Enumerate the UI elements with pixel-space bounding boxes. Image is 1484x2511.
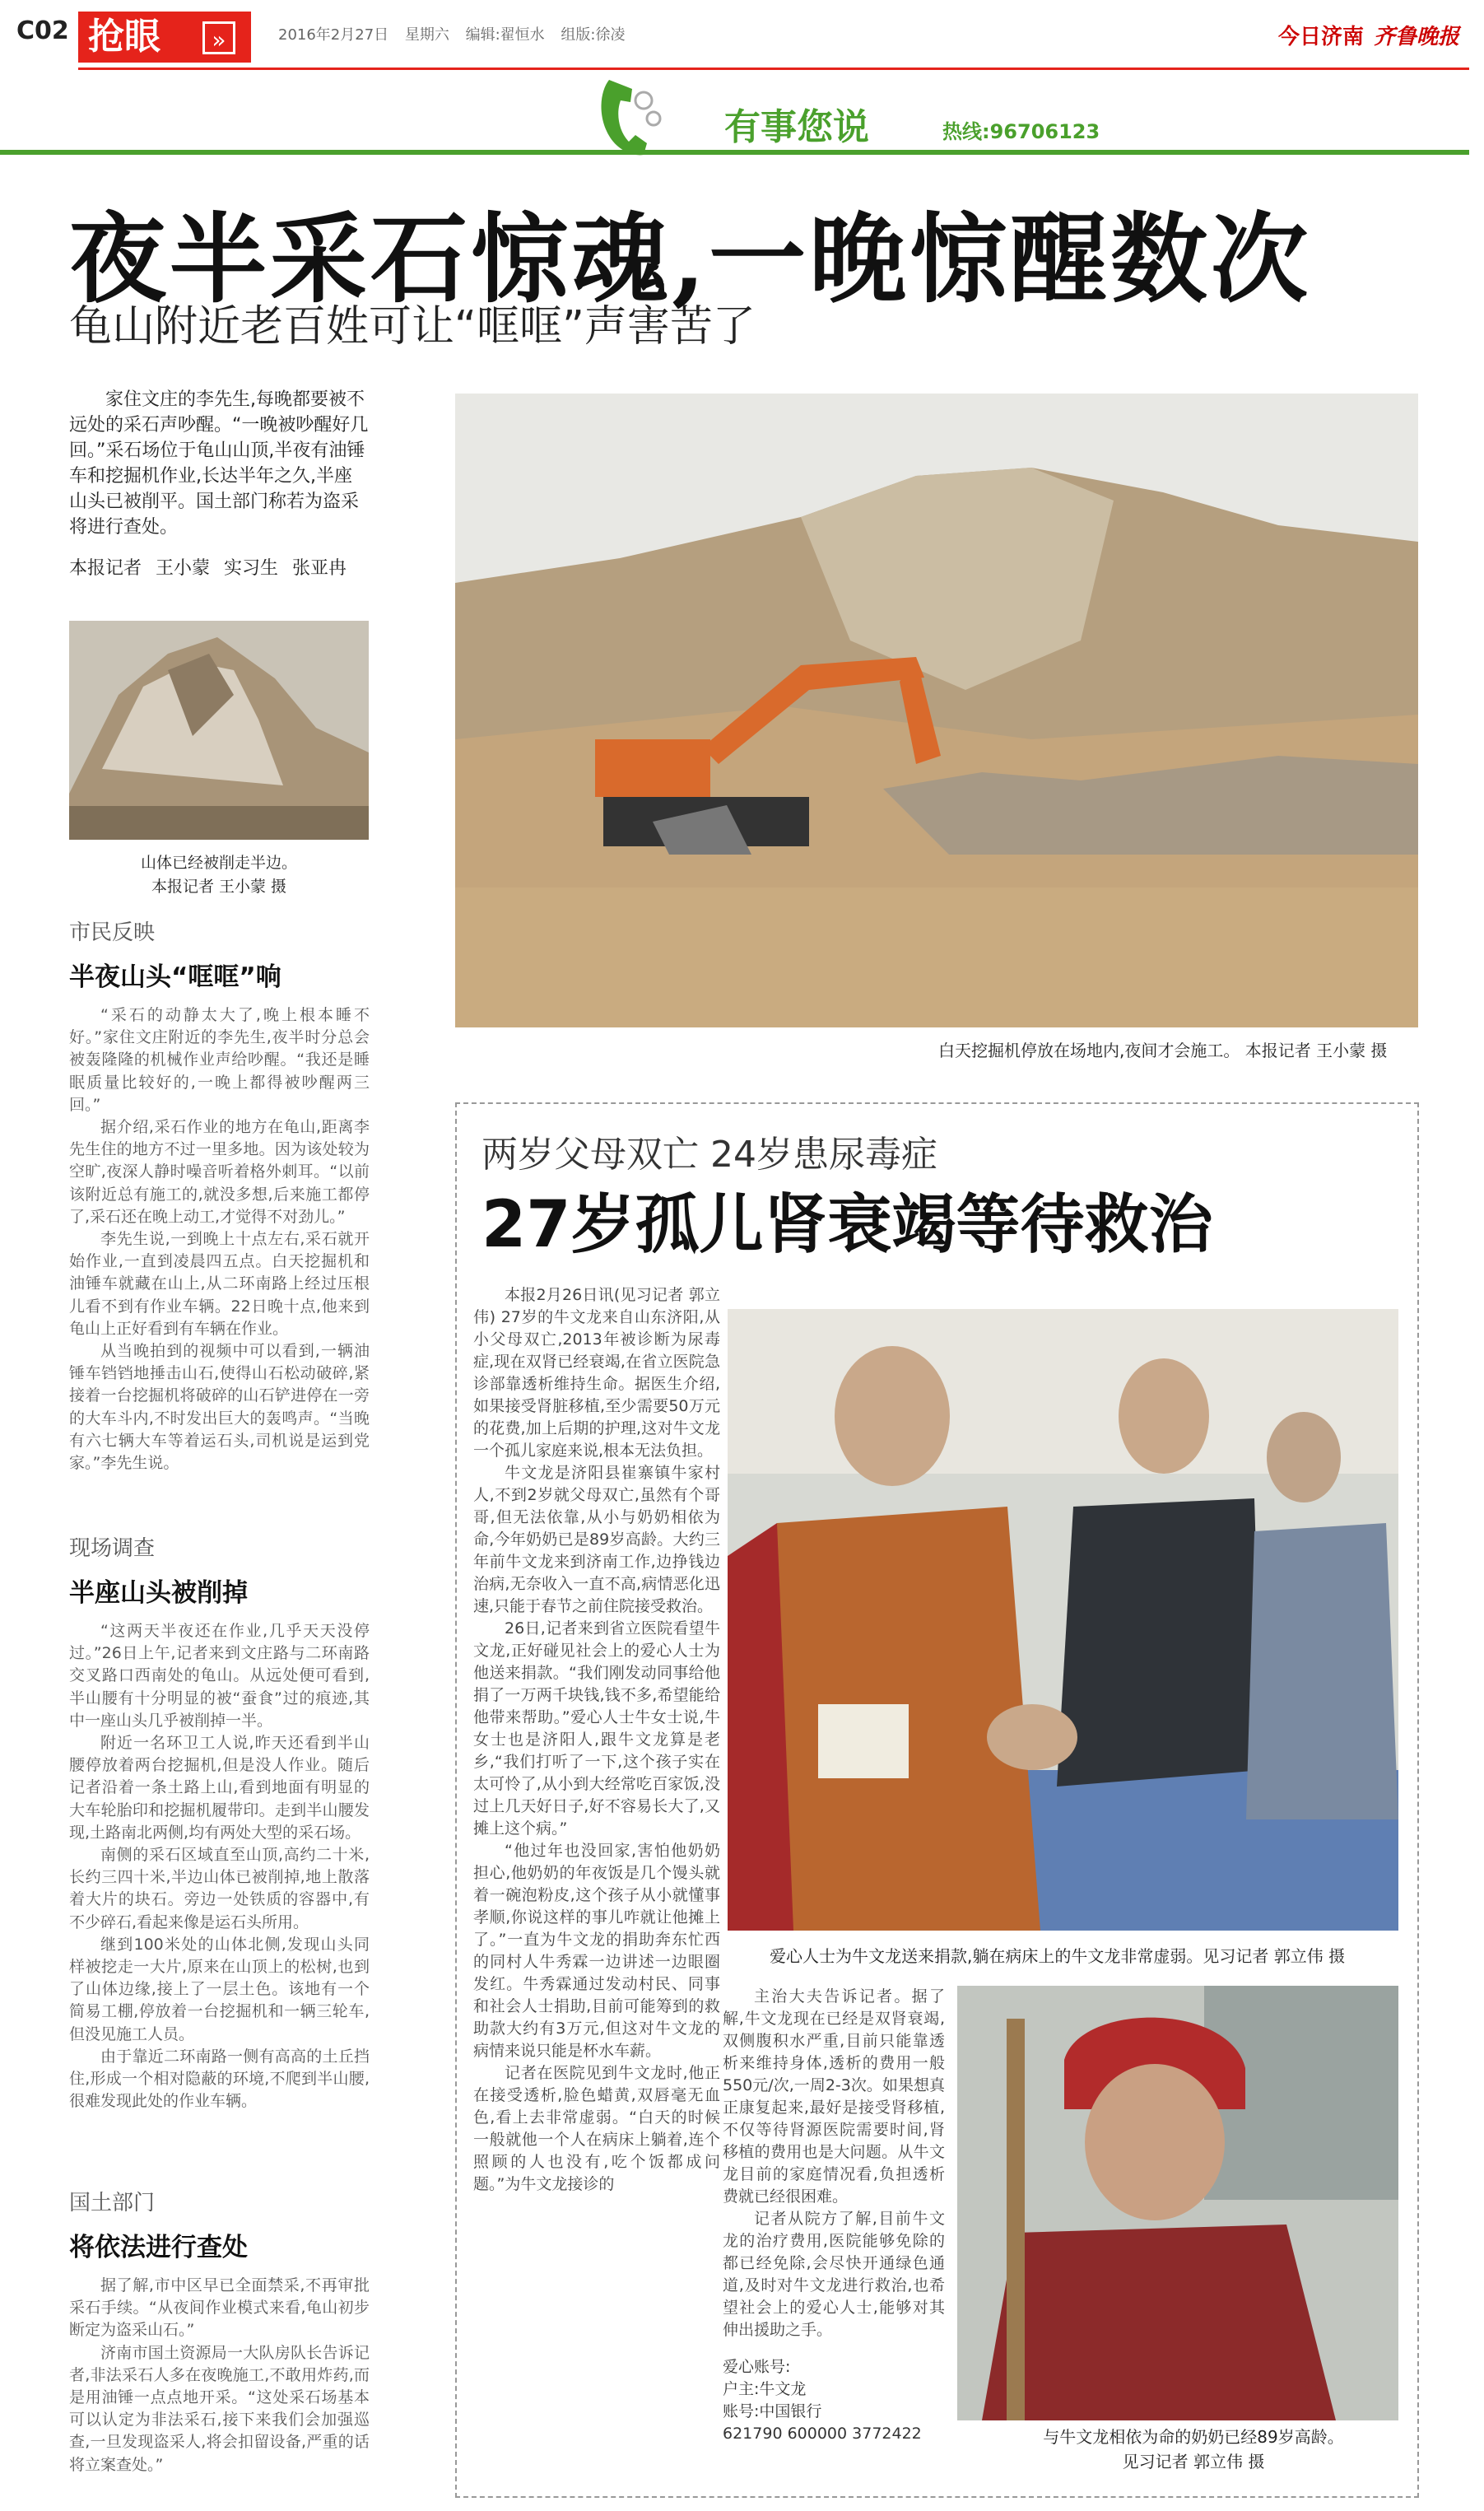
body-paragraph: 主治大夫告诉记者。据了解,牛文龙现在已经是双肾衰竭,双侧腹积水严重,目前只能靠透析来维持身体,透析的费用一般550元/次,一周2-3次。如果想真正康复起来,最好是接受肾移植,不仅等待肾源医院需要时间,肾移植的费用也是大问题。从牛文龙目前的家庭情况看,负担透析费就已经很困难。 bbox=[723, 1987, 945, 2206]
body-paragraph: 济南市国土资源局一大队房队长告诉记者,非法采石人多在夜晚施工,不敢用炸药,而是用油锤一点点地开采。“这处采石场基本可以认定为非法采石,接下来我们会加强巡查,一旦发现盗采人,将会扣留设备,严重的话将立案查处。” bbox=[69, 2343, 370, 2474]
account-label: 爱心账号: bbox=[723, 2358, 791, 2376]
account-holder: 户主:牛文龙 bbox=[723, 2380, 807, 2398]
section-title: 半座山头被削掉 bbox=[69, 1578, 248, 1608]
second-headline: 27岁孤儿肾衰竭等待救治 bbox=[481, 1188, 1213, 1262]
second-article-column1 bbox=[473, 1284, 720, 2196]
body-paragraph: 李先生说,一到晚上十点左右,采石就开始作业,一直到凌晨四五点。白天挖掘机和油锤车就藏在山上,从二环南路上经过压根儿看不到有作业车辆。22日晚十点,他来到龟山上正好看到有车辆在作业。 bbox=[69, 1230, 370, 1338]
account-bank: 账号:中国银行 bbox=[723, 2402, 822, 2420]
section-scene bbox=[69, 1531, 370, 2113]
photo2-caption: 白天挖掘机停放在场地内,夜间才会施工。 本报记者 王小蒙 摄 bbox=[938, 1041, 1388, 1060]
main-subhead: 龟山附近老百姓可让“哐哐”声害苦了 bbox=[69, 302, 756, 352]
body-paragraph: 牛文龙是济阳县崔寨镇牛家村人,不到2岁就父母双亡,虽然有个哥哥,但无法依靠,从小与奶奶相依为命,今年奶奶已是89岁高龄。大约三年前牛文龙来到济南工作,边挣钱边治病,无奈收入一直不高,病情恶化迅速,只能于春节之前住院接受救治。 bbox=[473, 1464, 720, 1615]
edition-label: 今日济南 bbox=[1277, 25, 1364, 49]
excavator-photo bbox=[455, 394, 1418, 1027]
body-paragraph: 附近一名环卫工人说,昨天还看到半山腰停放着两台挖掘机,但是没人作业。随后记者沿着一条土路上山,看到地面有明显的大车轮胎印和挖掘机履带印。走到半山腰发现,土路南北两侧,均有两处大型的采石场。 bbox=[69, 1734, 370, 1842]
byline: 本报记者 王小蒙 实习生 张亚冉 bbox=[69, 558, 347, 579]
hospital-photo bbox=[728, 1309, 1398, 1931]
hotline: 热线:96706123 bbox=[942, 120, 1100, 143]
header-rule bbox=[78, 68, 1469, 70]
main-headline: 夜半采石惊魂,一晚惊醒数次 bbox=[69, 202, 1312, 316]
section-name: 抢眼 bbox=[88, 16, 160, 58]
body-paragraph: “采石的动静太大了,晚上根本睡不好。”家住文庄附近的李先生,夜半时分总会被轰隆隆的机械作业声给吵醒。“我还是睡眠质量比较好的,一晚上都得被吵醒两三回。” bbox=[69, 1006, 370, 1114]
section-label: 市民反映 bbox=[69, 920, 156, 945]
lead-paragraph: 家住文庄的李先生,每晚都要被不远处的采石声吵醒。“一晚被吵醒好几回。”采石场位于龟山山顶,半夜有油锤车和挖掘机作业,长达半年之久,半座山头已被削平。国土部门称若为盗采将进行查处。 bbox=[69, 389, 369, 538]
grandmother-photo bbox=[957, 1986, 1398, 2420]
body-paragraph: 记者在医院见到牛文龙时,他正在接受透析,脸色蜡黄,双唇毫无血色,看上去非常虚弱。“白天的时候一般就他一个人在病床上躺着,连个照顾的人也没有,吃个饭都成问题。”为牛文龙接诊的 bbox=[473, 2064, 720, 2193]
photo4-caption bbox=[988, 2425, 1399, 2474]
section-citizens bbox=[69, 915, 370, 1474]
page-code: C02 bbox=[16, 16, 69, 45]
body-paragraph: “这两天半夜还在作业,几乎天天没停过。”26日上午,记者来到文庄路与二环南路交叉路口西南处的龟山。从远处便可看到,半山腰有十分明显的被“蚕食”过的痕迹,其中一座山头几乎被削掉一半。 bbox=[69, 1622, 370, 1730]
quarry-photo-small bbox=[69, 621, 369, 840]
photo1-caption-credit: 本报记者 王小蒙 摄 bbox=[151, 878, 287, 896]
section-title: 将依法进行查处 bbox=[69, 2233, 248, 2262]
body-paragraph: 26日,记者来到省立医院看望牛文龙,正好碰见社会上的爱心人士为他送来捐款。“我们刚发动同事给他捐了一万两千块钱,钱不多,希望能给他带来帮助。”爱心人士牛女士说,牛女士也是济阳人,跟牛文龙算是老乡,“我们打听了一下,这个孩子实在太可怜了,从小到大经常吃百家饭,没过上几天好日子,好不容易长大了,又摊上这个病。” bbox=[473, 1619, 720, 1838]
body-paragraph: 本报2月26日讯(见习记者 郭立伟) 27岁的牛文龙来自山东济阳,从小父母双亡,2013年被诊断为尿毒症,现在双肾已经衰竭,在省立医院急诊部靠透析维持生命。据医生介绍,如果接受肾脏移植,至少需要50万元的花费,加上后期的护理,这对牛文龙一个孤儿家庭来说,根本无法负担。 bbox=[473, 1286, 720, 1460]
body-paragraph: 南侧的采石区域直至山顶,高约二十米,长约三四十米,半边山体已被削掉,地上散落着大片的块石。旁边一处铁质的容器中,有不少碎石,看起来像是运石头所用。 bbox=[69, 1846, 370, 1931]
section-label: 现场调查 bbox=[69, 1536, 156, 1561]
body-paragraph: 继到100米处的山体北侧,发现山头同样被挖走一大片,原来在山顶上的松树,也到了山体边缘,接上了一层土色。该地有一个简易工棚,停放着一台挖掘机和一辆三轮车,但没见施工人员。 bbox=[69, 1935, 370, 2043]
photo1-caption bbox=[69, 851, 369, 899]
arrow-icon: » bbox=[202, 21, 235, 54]
account-number: 621790 600000 3772422 bbox=[723, 2425, 922, 2443]
brand-logo: 齐鲁晚报 bbox=[1373, 25, 1459, 49]
photo4-caption-credit: 见习记者 郭立伟 摄 bbox=[1122, 2452, 1265, 2471]
second-article-column2 bbox=[723, 1986, 945, 2341]
second-kicker: 两岁父母双亡 24岁患尿毒症 bbox=[481, 1134, 937, 1176]
banner-line bbox=[0, 150, 1469, 155]
issue-meta: 2016年2月27日 星期六 编辑:翟恒水 组版:徐凌 bbox=[278, 26, 626, 44]
body-paragraph: 由于靠近二环南路一侧有高高的土丘挡住,形成一个相对隐蔽的环境,不爬到半山腰,很难发现此处的作业车辆。 bbox=[69, 2047, 370, 2111]
section-label: 国土部门 bbox=[69, 2191, 156, 2215]
photo4-caption-text: 与牛文龙相依为命的奶奶已经89岁高龄。 bbox=[1043, 2427, 1344, 2447]
column-title: 有事您说 bbox=[724, 106, 869, 148]
body-paragraph: 据介绍,采石作业的地方在龟山,距离李先生住的地方不过一里多地。因为该处较为空旷,夜深人静时噪音听着格外刺耳。“以前该附近总有施工的,就没多想,后来施工都停了,采石还在晚上动工,才觉得不对劲儿。” bbox=[69, 1118, 370, 1226]
phone-icon bbox=[593, 76, 667, 158]
photo3-caption: 爱心人士为牛文龙送来捐款,躺在病床上的牛文龙非常虚弱。见习记者 郭立伟 摄 bbox=[770, 1946, 1346, 1966]
donation-account bbox=[723, 2356, 945, 2445]
body-paragraph: 从当晚拍到的视频中可以看到,一辆油锤车铛铛地捶击山石,使得山石松动破碎,紧接着一台挖掘机将破碎的山石铲进停在一旁的大车斗内,不时发出巨大的轰鸣声。“当晚有六七辆大车等着运石头,司机说是运到党家。”李先生说。 bbox=[69, 1342, 370, 1473]
body-paragraph: 据了解,市中区早已全面禁采,不再审批采石手续。“从夜间作业模式来看,龟山初步断定为盗采山石。” bbox=[69, 2276, 370, 2340]
masthead-right bbox=[1278, 20, 1459, 50]
body-paragraph: “他过年也没回家,害怕他奶奶担心,他奶奶的年夜饭是几个馒头就着一碗泡粉皮,这个孩子从小就懂事孝顺,你说这样的事儿咋就让他摊上了。”一直为牛文龙的捐助奔东忙西的同村人牛秀霖一边讲述一边眼圈发红。牛秀霖通过发动村民、同事和社会人士捐助,目前可能筹到的救助款大约有3万元,但这对牛文龙的病情来说只能是杯水车薪。 bbox=[473, 1842, 720, 2060]
section-land-bureau bbox=[69, 2186, 370, 2476]
body-paragraph: 记者从院方了解,目前牛文龙的治疗费用,医院能够免除的都已经免除,会尽快开通绿色通道,及时对牛文龙进行救治,也希望社会上的爱心人士,能够对其伸出援助之手。 bbox=[723, 2210, 945, 2339]
section-title: 半夜山头“哐哐”响 bbox=[69, 962, 281, 992]
photo1-caption-text: 山体已经被削走半边。 bbox=[140, 854, 297, 872]
